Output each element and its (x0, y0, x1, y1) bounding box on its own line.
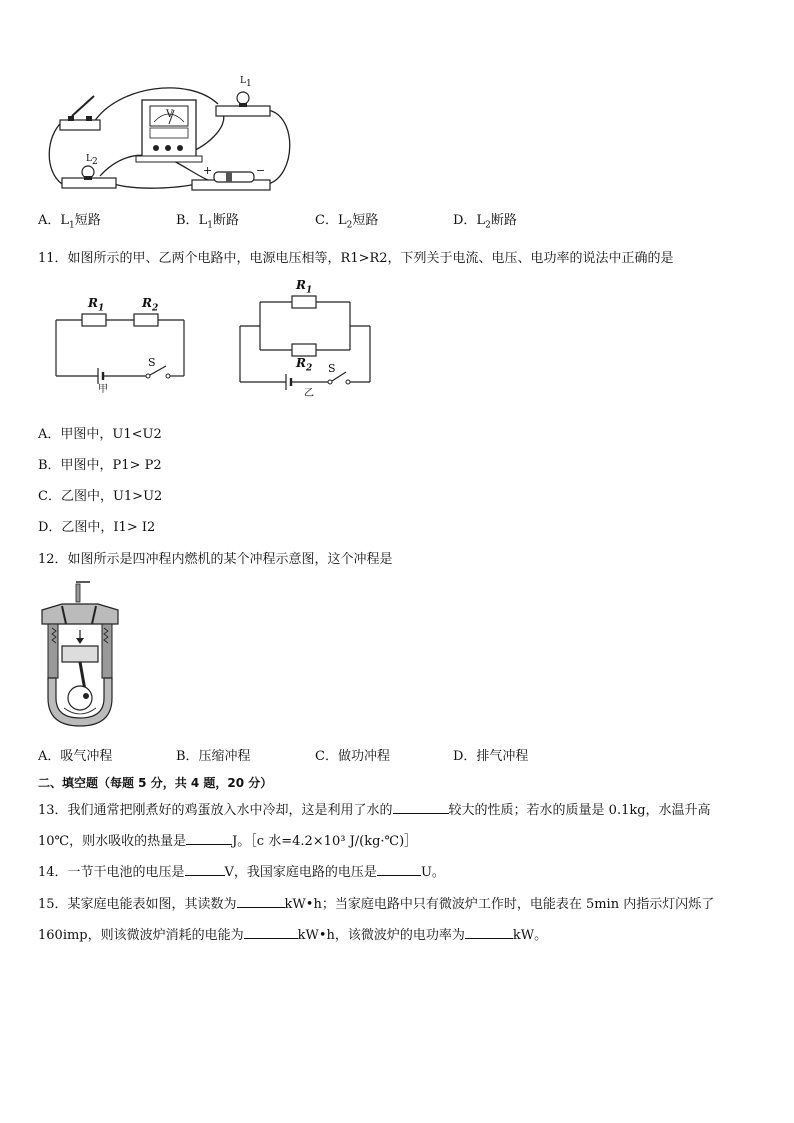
q15-blank-3[interactable] (465, 926, 513, 939)
q11-circuit-jia (38, 292, 208, 395)
jia-r1-label: $R_1$ (88, 296, 105, 314)
jia-switch-label: S (148, 356, 156, 369)
l1-label: $L_1$ (240, 76, 252, 89)
battery-plus-label: + (203, 164, 213, 177)
q10-option-d: D．$L_2$断路 (453, 213, 517, 231)
q11-option-b: B．甲图中，P1> P2 (38, 458, 162, 473)
q11-stem: 11．如图所示的甲、乙两个电路中，电源电压相等，R1>R2，下列关于电流、电压、电功率的说法中正确的是 (38, 251, 674, 266)
q14-line: 14．一节干电池的电压是 V，我国家庭电路的电压是 U。 (38, 865, 445, 880)
q15-line-1: 15．某家庭电能表如图，其读数为 kW•h；当家庭电路中只有微波炉工作时，电能表在 5min 内指示灯闪烁了 (38, 897, 715, 912)
q12-option-c: C．做功冲程 (315, 749, 390, 764)
q13-line-1: 13．我们通常把刚煮好的鸡蛋放入水中冷却，这是利用了水的 较大的性质；若水的质量是 0.1kg，水温升高 (38, 803, 711, 818)
jia-r2-label: $R_2$ (142, 296, 159, 314)
meter-letter: V (166, 109, 174, 120)
q11-option-d: D．乙图中，I1> I2 (38, 520, 156, 535)
q15-line-2: 160imp，则该微波炉消耗的电能为 kW•h，该微波炉的电功率为 kW。 (38, 928, 548, 943)
q14-blank-2[interactable] (377, 863, 421, 876)
yi-r1-label: $R_1$ (296, 278, 313, 296)
q11-option-c: C．乙图中，U1>U2 (38, 489, 163, 504)
q12-stem: 12．如图所示是四冲程内燃机的某个冲程示意图，这个冲程是 (38, 552, 393, 567)
q13-blank-2[interactable] (186, 832, 232, 845)
q14-blank-1[interactable] (185, 863, 225, 876)
q12-option-a: A．吸气冲程 (38, 749, 113, 764)
yi-label: 乙 (304, 388, 314, 399)
q13-line-2: 10℃，则水吸收的热量是 J。［c 水=4.2×10³ J/(kg·℃)］ (38, 834, 418, 849)
yi-r2-label: $R_2$ (296, 356, 313, 374)
q10-option-b: B．$L_1$断路 (176, 213, 239, 231)
q12-option-b: B．压缩冲程 (176, 749, 251, 764)
yi-switch-label: S (328, 362, 336, 375)
q12-engine-figure (38, 580, 122, 732)
q13-blank-1[interactable] (393, 801, 449, 814)
q15-blank-2[interactable] (244, 926, 298, 939)
jia-label: 甲 (98, 384, 108, 395)
section-2-title: 二、填空题（每题 5 分，共 4 题，20 分） (38, 776, 273, 790)
q11-option-a: A．甲图中，U1<U2 (38, 427, 162, 442)
q15-blank-1[interactable] (237, 895, 285, 908)
q12-option-d: D．排气冲程 (453, 749, 529, 764)
q10-circuit-figure (38, 76, 300, 196)
battery-minus-label: − (256, 164, 266, 177)
q10-option-a: A．$L_1$短路 (38, 213, 101, 231)
q11-circuit-yi (230, 278, 380, 402)
l2-label: $L_2$ (86, 154, 98, 167)
q10-option-c: C．$L_2$短路 (315, 213, 379, 231)
